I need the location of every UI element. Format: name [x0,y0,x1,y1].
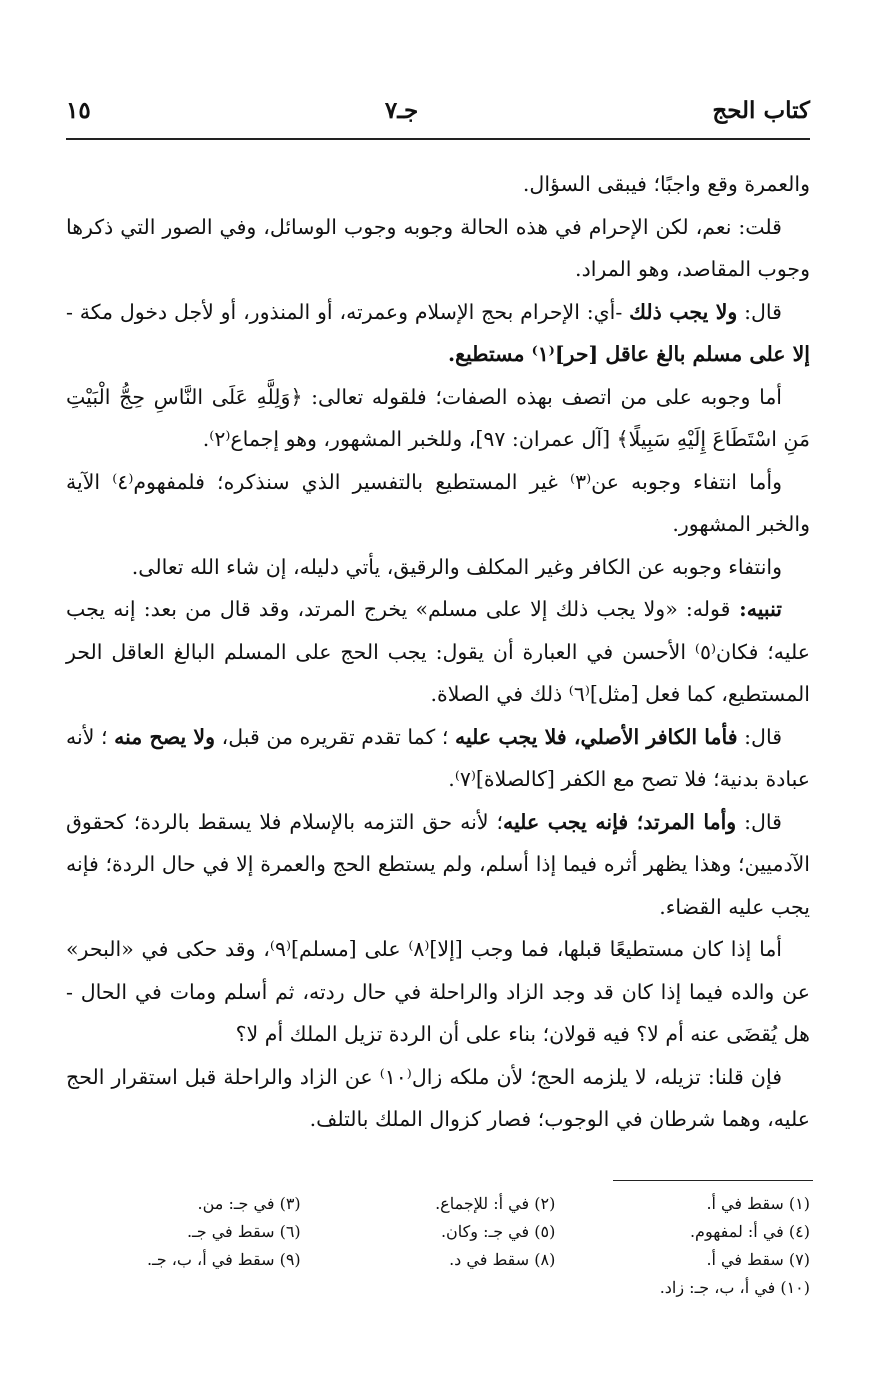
footnote [321,1246,556,1274]
text-run: فإن قلنا: تزيله، لا يلزمه الحج؛ لأن ملكه زال⁽١٠⁾ عن الزاد والراحلة قبل استقرار الحج عليه، وهما شرطان في الوجوب؛ فصار كزوال الملك بالتلف. [66,1064,810,1131]
footnote [575,1274,810,1302]
footnote [321,1218,556,1246]
bold-text-run: إلا على مسلم بالغ عاقل [حر] [554,342,810,366]
main-text [66,163,810,1141]
footnote-number: (٤) [788,1222,810,1241]
footnote-text: في جـ: من. [197,1194,275,1213]
footnote-text: سقط في أ. [706,1250,784,1269]
footnote-number: (٧) [788,1250,810,1269]
footnote-text: في أ، ب، جـ: زاد. [659,1278,776,1297]
footnote [321,1190,556,1218]
paragraph [66,461,810,546]
volume-label: جـ٧ [384,96,419,124]
text-run: -أي: الإحرام بحج الإسلام وعمرته، أو المنذور، أو لأجل دخول مكة - [66,299,630,324]
footnote-number: (١٠) [780,1278,810,1297]
footnote [66,1246,301,1274]
footnotes [66,1190,810,1302]
paragraph [66,1056,810,1141]
footnote-text: في أ: لمفهوم. [689,1222,784,1241]
footnote [66,1218,301,1246]
footnote [575,1218,810,1246]
bold-text-run: فأما الكافر الأصلي، فلا يجب عليه [454,724,738,749]
text-run: وأما انتفاء وجوبه عن⁽٣⁾ غير المستطيع بالتفسير الذي سنذكره؛ فلمفهوم⁽٤⁾ الآية والخبر المشهور. [66,469,810,536]
footnote-number: (٢) [534,1194,556,1213]
text-run: أما إذا كان مستطيعًا قبلها، فما وجب [إلا]⁽٨⁾ على [مسلم]⁽٩⁾، وقد حكى في «البحر» عن والده فيما إذا كان قد وجد الزاد والراحلة في حال ردته، ثم أسلم ومات في الحال - هل يُقضَى عنه أم لا؟ فيه قولان؛ بناء على أن الردة تزيل الملك أم لا؟ [66,937,810,1046]
text-run: ؛ لأنه حق التزمه بالإسلام فلا يسقط بالردة؛ كحقوق الآدميين؛ وهذا يظهر أثره فيما إذا أسلم، ولم يستطع الحج والعمرة إلا في حال الردة؛ فإنه يجب عليه القضاء. [66,809,810,919]
paragraph [66,928,810,1056]
text-run: والعمرة وقع واجبًا؛ فيبقى السؤال. [522,172,810,196]
text-run: قال: [737,724,782,749]
footnote-number: (٨) [534,1250,556,1269]
text-run: وانتفاء وجوبه عن الكافر وغير المكلف والرقيق، يأتي دليله، إن شاء الله تعالى. [131,554,782,579]
footnote-number: (١) [788,1194,810,1213]
paragraph [66,716,810,801]
footnote-number: (٣) [279,1194,301,1213]
text-run: ؛ كما تقدم تقريره من قبل، [215,724,455,749]
running-header [66,92,810,128]
text-run: قال: [736,809,782,834]
header-rule [66,138,810,140]
footnote-text: سقط في د. [449,1250,530,1269]
footnote-text: سقط في أ. [706,1194,784,1213]
page-number: ١٥ [66,96,91,124]
bold-text-run: مستطيع. [447,342,525,366]
bold-text-run: ⁽١⁾ [524,342,555,366]
bold-text-run: تنبيه: [730,597,782,621]
footnote-grid [66,1190,810,1302]
bold-text-run: وأما المرتد؛ فإنه يجب عليه [503,809,737,834]
footnote-separator [613,1180,813,1181]
footnote-text: في جـ: وكان. [440,1222,530,1241]
text-run: ؛ لأنه عبادة بدنية؛ فلا تصح مع الكفر [كالصلاة]⁽٧⁾. [66,724,810,791]
paragraph [66,163,810,206]
footnote-text: سقط في جـ. [186,1222,275,1241]
footnote-number: (٩) [279,1250,301,1269]
paragraph [66,588,810,716]
paragraph [66,546,810,589]
paragraph [66,206,810,291]
footnote [575,1246,810,1274]
footnote-number: (٥) [534,1222,556,1241]
text-run: أما وجوبه على من اتصف بهذه الصفات؛ فلقوله تعالى: ﴿وَلِلَّهِ عَلَى النَّاسِ حِجُّ الْبَيْتِ مَنِ اسْتَطَاعَ إِلَيْهِ سَبِيلًا﴾ [آل عمران: ٩٧]، وللخبر المشهور، وهو إجماع⁽٢⁾. [66,384,810,451]
paragraph [66,376,810,461]
paragraph [66,801,810,929]
text-run: قلت: نعم، لكن الإحرام في هذه الحالة وجوبه وجوب الوسائل، وفي الصور التي ذكرها وجوب المقاصد، وهو المراد. [66,214,810,281]
book-title: كتاب الحج [712,96,810,124]
bold-text-run: ولا يجب ذلك [629,299,738,324]
paragraph [66,291,810,376]
footnote-number: (٦) [279,1222,301,1241]
footnote-text: في أ: للإجماع. [435,1194,530,1213]
bold-text-run: ولا يصح منه [114,724,216,749]
footnote [575,1190,810,1218]
footnote [66,1190,301,1218]
footnote-text: سقط في أ، ب، جـ. [146,1250,275,1269]
text-run: قوله: «ولا يجب ذلك إلا على مسلم» يخرج المرتد، وقد قال من بعد: إنه يجب عليه؛ فكان⁽٥⁾ الأحسن في العبارة أن يقول: يجب الحج على المسلم البالغ العاقل الحر المستطيع، كما فعل [مثل]⁽٦⁾ ذلك في الصلاة. [66,597,811,706]
text-run: قال: [737,299,782,324]
